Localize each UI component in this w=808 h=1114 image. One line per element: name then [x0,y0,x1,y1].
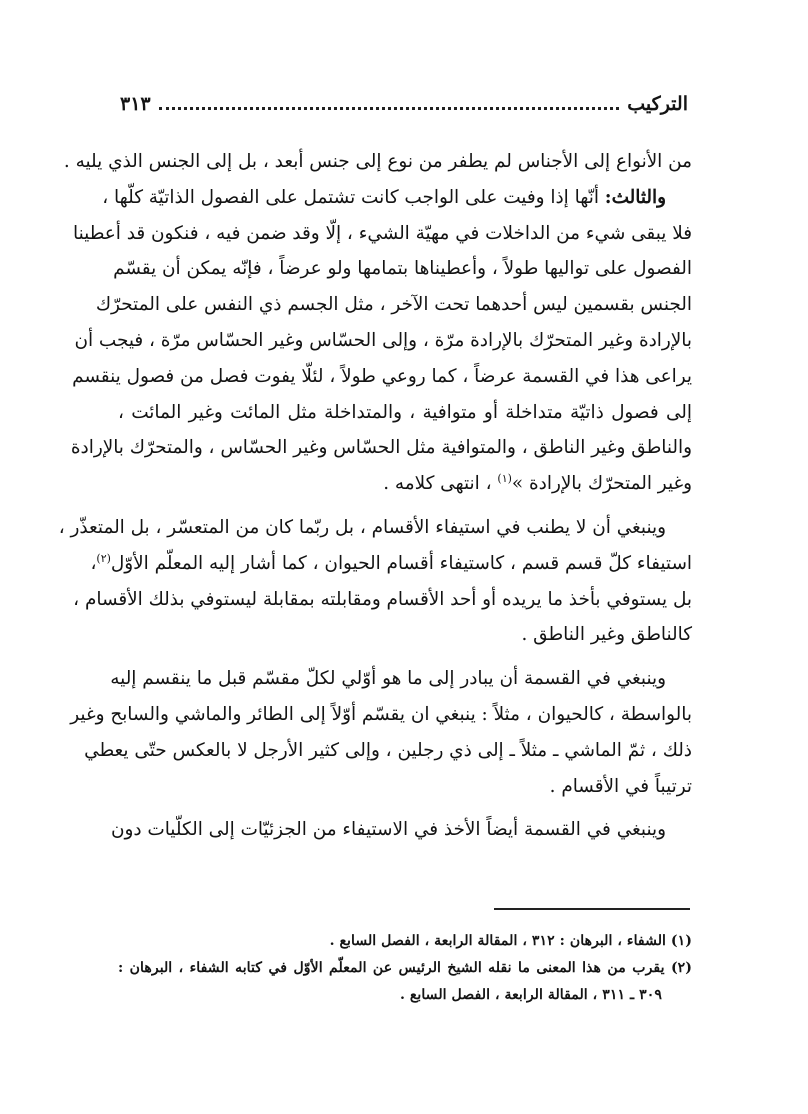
footnote-ref: (١) [497,472,512,486]
text-line [90,546,692,582]
text-line: بالإرادة وغير المتحرّك بالإرادة مرّة ، وإلى الحسّاس وغير الحسّاس مرّة ، فيجب أن [74,329,692,351]
text-run: وغير المتحرّك بالإرادة » [511,473,692,495]
running-header [120,84,688,124]
paragraph-gap [118,804,692,812]
text-line: فلا يبقى شيء من الداخلات في مهيّة الشيء ، إلّا وقد ضمن فيه ، فنكون قد أعطينا [73,222,692,244]
text-line: ترتيباً في الأقسام . [549,775,692,797]
text-line: والناطق وغير الناطق ، والمتوافية مثل الحسّاس وغير الحسّاس ، والمتحرّك بالإرادة [70,437,692,459]
text-line: وينبغي في القسمة أن يبادر إلى ما هو أوّلي لكلّ مقسّم قبل ما ينقسم إليه [110,668,666,690]
text-run: أنّها إذا وفيت على الواجب كانت تشتمل على الفصول الذاتيّة كلّها ، [102,186,605,208]
footnote-1: (١) الشفاء ، البرهان : ٣١٢ ، المقالة الرابعة ، الفصل السابع . [329,933,692,949]
footnote-ref: (٢) [96,551,111,565]
text-run: ، [90,552,97,574]
text-line [118,466,692,502]
footnote-2-continued: ٣٠٩ ـ ٣١١ ، المقالة الرابعة ، الفصل السابع . [399,987,662,1003]
paragraph-gap [118,653,692,661]
text-line: بل يستوفي بأخذ ما يريده أو أحد الأقسام ومقابلته بمقابلة ليستوفي بذلك الأقسام ، [73,588,692,610]
text-line: الفصول على تواليها طولاً ، وأعطيناها بتمامها ولو عرضاً ، فإنّه يمكن أن يقسّم [113,258,692,280]
text-line: من الأنواع إلى الأجناس لم يطفر من نوع إلى جنس أبعد ، بل إلى الجنس الذي يليه . [63,151,692,172]
main-text [58,144,692,848]
page-number: ٣١٣ [120,93,151,115]
text-run: استيفاء كلّ قسم قسم ، كاستيفاء أقسام الحيوان ، كما أشار إليه المعلّم الأوّل [110,552,692,574]
text-line: بالواسطة ، كالحيوان ، مثلاً : ينبغي ان يقسّم أوّلاً إلى الطائر والماشي والسابح وغير [70,703,692,725]
text-line: إلى فصول ذاتيّة متداخلة أو متوافية ، والمتداخلة مثل المائت وغير المائت ، [118,401,692,423]
text-line: يراعى هذا في القسمة عرضاً ، كما روعي طولاً ، لئلّا يفوت فصل من فصول ينقسم [72,365,692,387]
chapter-title: التركيب [627,93,688,115]
footnote-2: (٢) يقرب من هذا المعنى ما نقله الشيخ الرئيس عن المعلّم الأوّل في كتابه الشفاء ، البرهان : [118,960,692,976]
text-run: ، انتهى كلامه . [383,473,492,495]
text-line [102,180,692,216]
text-line: الجنس بقسمين ليس أحدهما تحت الآخر ، مثل الجسم ذي النفس على المتحرّك [95,294,692,316]
text-line: وينبغي في القسمة أيضاً الأخذ في الاستيفاء من الجزئيّات إلى الكلّيات دون [110,819,666,841]
text-line: ذلك ، ثمّ الماشي ـ مثلاً ـ إلى ذي رجلين ، وإلى كثير الأرجل لا بالعكس حتّى يعطي [84,739,692,761]
text-line: كالناطق وغير الناطق . [521,624,692,646]
footnotes [118,928,692,1009]
header-dot-leader [159,107,620,110]
text-line: وينبغي أن لا يطنب في استيفاء الأقسام ، بل ربّما كان من المتعسّر ، بل المتعذّر ، [58,516,666,538]
point-label: والثالث: [604,186,666,208]
paragraph-gap [118,502,692,510]
footnote-separator [494,908,690,910]
